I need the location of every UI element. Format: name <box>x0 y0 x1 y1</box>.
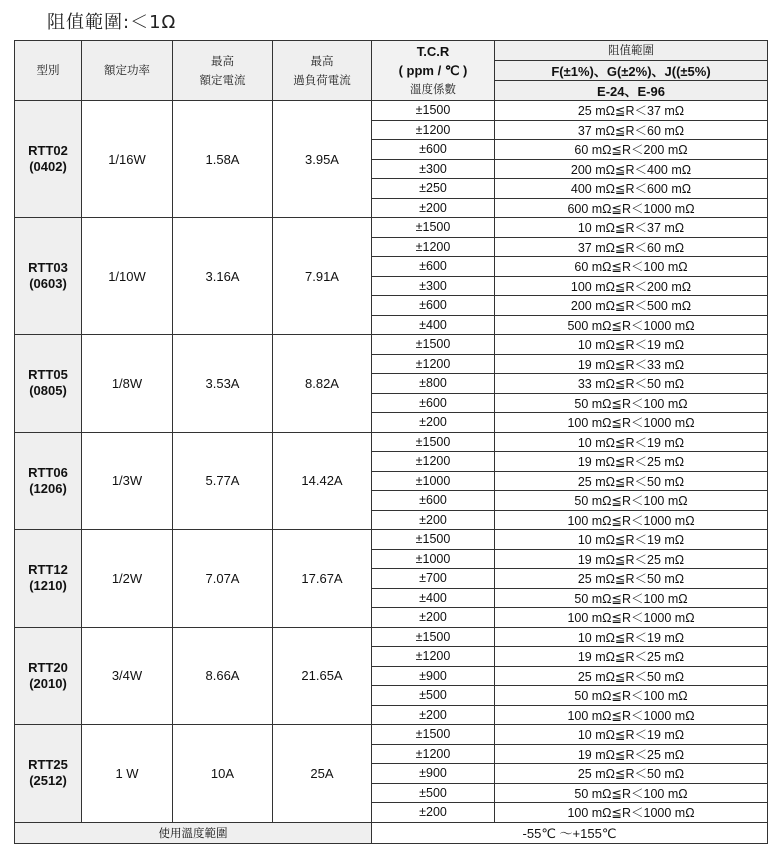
tcr-cell: ±200 <box>372 803 495 823</box>
header-range-series: E-24、E-96 <box>495 81 768 101</box>
range-cell: 50 mΩ≦R＜100 mΩ <box>495 588 768 608</box>
range-cell: 25 mΩ≦R＜50 mΩ <box>495 471 768 491</box>
range-cell: 50 mΩ≦R＜100 mΩ <box>495 491 768 511</box>
range-cell: 25 mΩ≦R＜37 mΩ <box>495 101 768 121</box>
header-current-line2: 額定電流 <box>199 72 246 87</box>
range-cell: 50 mΩ≦R＜100 mΩ <box>495 783 768 803</box>
power-cell: 1/8W <box>82 335 173 433</box>
tcr-cell: ±250 <box>372 179 495 199</box>
table-row <box>15 335 768 355</box>
tcr-cell: ±1500 <box>372 627 495 647</box>
tcr-cell: ±1200 <box>372 647 495 667</box>
current-cell: 1.58A <box>173 101 273 218</box>
header-tcr-line1: T.C.R <box>416 44 450 59</box>
overload-cell: 17.67A <box>273 530 372 628</box>
tcr-cell: ±400 <box>372 315 495 335</box>
tcr-cell: ±500 <box>372 686 495 706</box>
footer-row <box>15 822 768 843</box>
range-cell: 50 mΩ≦R＜100 mΩ <box>495 686 768 706</box>
model-cell <box>15 101 82 218</box>
current-cell: 8.66A <box>173 627 273 725</box>
tcr-cell: ±1500 <box>372 725 495 745</box>
header-tcr-line2: ( ppm / ℃ ) <box>398 63 468 78</box>
model-size: (0402) <box>29 159 67 174</box>
tcr-cell: ±1500 <box>372 335 495 355</box>
header-model: 型別 <box>15 41 82 101</box>
model-size: (2010) <box>29 675 67 691</box>
model-size: (1210) <box>29 578 67 594</box>
table-row <box>15 101 768 121</box>
tcr-cell: ±400 <box>372 588 495 608</box>
tcr-cell: ±700 <box>372 569 495 589</box>
range-cell: 500 mΩ≦R＜1000 mΩ <box>495 315 768 335</box>
range-cell: 10 mΩ≦R＜19 mΩ <box>495 530 768 550</box>
range-cell: 10 mΩ≦R＜19 mΩ <box>495 335 768 355</box>
range-cell: 600 mΩ≦R＜1000 mΩ <box>495 198 768 218</box>
range-cell: 19 mΩ≦R＜25 mΩ <box>495 647 768 667</box>
tcr-cell: ±1500 <box>372 218 495 238</box>
tcr-cell: ±500 <box>372 783 495 803</box>
range-cell: 10 mΩ≦R＜19 mΩ <box>495 432 768 452</box>
header-overload-line2: 過負荷電流 <box>293 72 351 87</box>
overload-cell: 21.65A <box>273 627 372 725</box>
tcr-cell: ±600 <box>372 393 495 413</box>
range-cell: 100 mΩ≦R＜200 mΩ <box>495 276 768 296</box>
model-size: (0603) <box>29 276 67 291</box>
tcr-cell: ±200 <box>372 510 495 530</box>
overload-cell: 3.95A <box>273 101 372 218</box>
range-cell: 19 mΩ≦R＜33 mΩ <box>495 354 768 374</box>
tcr-cell: ±300 <box>372 276 495 296</box>
range-cell: 60 mΩ≦R＜200 mΩ <box>495 140 768 160</box>
tcr-cell: ±1200 <box>372 452 495 472</box>
range-cell: 100 mΩ≦R＜1000 mΩ <box>495 803 768 823</box>
range-cell: 25 mΩ≦R＜50 mΩ <box>495 666 768 686</box>
tcr-cell: ±1500 <box>372 101 495 121</box>
tcr-cell: ±900 <box>372 764 495 784</box>
range-cell: 400 mΩ≦R＜600 mΩ <box>495 179 768 199</box>
model-name: RTT20 <box>28 659 68 675</box>
tcr-cell: ±800 <box>372 374 495 394</box>
model-size: (2512) <box>29 773 67 789</box>
current-cell: 5.77A <box>173 432 273 530</box>
header-tcr <box>372 41 495 101</box>
overload-cell: 7.91A <box>273 218 372 335</box>
power-cell: 1/2W <box>82 530 173 628</box>
tcr-cell: ±1200 <box>372 744 495 764</box>
range-cell: 100 mΩ≦R＜1000 mΩ <box>495 413 768 433</box>
current-cell: 10A <box>173 725 273 823</box>
header-current-line1: 最高 <box>211 53 234 68</box>
tcr-cell: ±1200 <box>372 120 495 140</box>
header-overload-line1: 最高 <box>310 53 334 68</box>
table-row <box>15 432 768 452</box>
tcr-cell: ±200 <box>372 705 495 725</box>
model-name: RTT12 <box>28 562 68 578</box>
tcr-cell: ±1500 <box>372 530 495 550</box>
power-cell: 1 W <box>82 725 173 823</box>
table-header <box>15 41 768 101</box>
header-range-title: 阻值範圍 <box>495 41 768 61</box>
range-cell: 50 mΩ≦R＜100 mΩ <box>495 393 768 413</box>
model-name: RTT05 <box>28 367 68 383</box>
range-cell: 25 mΩ≦R＜50 mΩ <box>495 569 768 589</box>
tcr-cell: ±900 <box>372 666 495 686</box>
tcr-cell: ±600 <box>372 296 495 316</box>
model-cell <box>15 432 82 530</box>
model-name: RTT03 <box>28 260 68 275</box>
page-title: 阻值範圍:＜1Ω <box>47 12 177 33</box>
current-cell: 7.07A <box>173 530 273 628</box>
spec-table <box>14 40 768 844</box>
model-cell <box>15 335 82 433</box>
tcr-cell: ±600 <box>372 491 495 511</box>
range-cell: 100 mΩ≦R＜1000 mΩ <box>495 510 768 530</box>
range-cell: 37 mΩ≦R＜60 mΩ <box>495 120 768 140</box>
table-row <box>15 725 768 745</box>
power-cell: 1/16W <box>82 101 173 218</box>
model-cell <box>15 218 82 335</box>
range-cell: 19 mΩ≦R＜25 mΩ <box>495 549 768 569</box>
model-size: (0805) <box>29 383 67 399</box>
overload-cell: 8.82A <box>273 335 372 433</box>
tcr-cell: ±200 <box>372 608 495 628</box>
tcr-cell: ±200 <box>372 198 495 218</box>
range-cell: 10 mΩ≦R＜37 mΩ <box>495 218 768 238</box>
overload-cell: 14.42A <box>273 432 372 530</box>
table-row <box>15 627 768 647</box>
model-cell <box>15 530 82 628</box>
tcr-cell: ±1200 <box>372 354 495 374</box>
range-cell: 100 mΩ≦R＜1000 mΩ <box>495 705 768 725</box>
range-cell: 200 mΩ≦R＜400 mΩ <box>495 159 768 179</box>
power-cell: 1/10W <box>82 218 173 335</box>
range-cell: 19 mΩ≦R＜25 mΩ <box>495 452 768 472</box>
footer-label: 使用溫度範圍 <box>15 822 372 843</box>
range-cell: 200 mΩ≦R＜500 mΩ <box>495 296 768 316</box>
range-cell: 37 mΩ≦R＜60 mΩ <box>495 237 768 257</box>
range-cell: 60 mΩ≦R＜100 mΩ <box>495 257 768 277</box>
tcr-cell: ±1000 <box>372 549 495 569</box>
tcr-cell: ±600 <box>372 257 495 277</box>
model-cell <box>15 725 82 823</box>
table-row <box>15 530 768 550</box>
model-size: (1206) <box>29 480 67 496</box>
range-cell: 10 mΩ≦R＜19 mΩ <box>495 725 768 745</box>
range-cell: 100 mΩ≦R＜1000 mΩ <box>495 608 768 628</box>
header-range-tolerance: F(±1%)、G(±2%)、J((±5%) <box>495 61 768 81</box>
tcr-cell: ±200 <box>372 413 495 433</box>
range-cell: 33 mΩ≦R＜50 mΩ <box>495 374 768 394</box>
power-cell: 3/4W <box>82 627 173 725</box>
table-row <box>15 218 768 238</box>
range-cell: 10 mΩ≦R＜19 mΩ <box>495 627 768 647</box>
tcr-cell: ±1200 <box>372 237 495 257</box>
model-cell <box>15 627 82 725</box>
model-name: RTT25 <box>28 757 68 773</box>
footer-value: -55℃ ～+155℃ <box>372 822 768 843</box>
model-name: RTT06 <box>28 464 68 480</box>
header-tcr-line3: 溫度係數 <box>410 82 456 96</box>
tcr-cell: ±1000 <box>372 471 495 491</box>
tcr-cell: ±300 <box>372 159 495 179</box>
header-power: 額定功率 <box>82 41 173 101</box>
range-cell: 25 mΩ≦R＜50 mΩ <box>495 764 768 784</box>
table-body <box>15 101 768 823</box>
current-cell: 3.16A <box>173 218 273 335</box>
model-name: RTT02 <box>28 143 68 158</box>
power-cell: 1/3W <box>82 432 173 530</box>
tcr-cell: ±1500 <box>372 432 495 452</box>
header-overload <box>273 41 372 101</box>
tcr-cell: ±600 <box>372 140 495 160</box>
current-cell: 3.53A <box>173 335 273 433</box>
header-current <box>173 41 273 101</box>
overload-cell: 25A <box>273 725 372 823</box>
range-cell: 19 mΩ≦R＜25 mΩ <box>495 744 768 764</box>
